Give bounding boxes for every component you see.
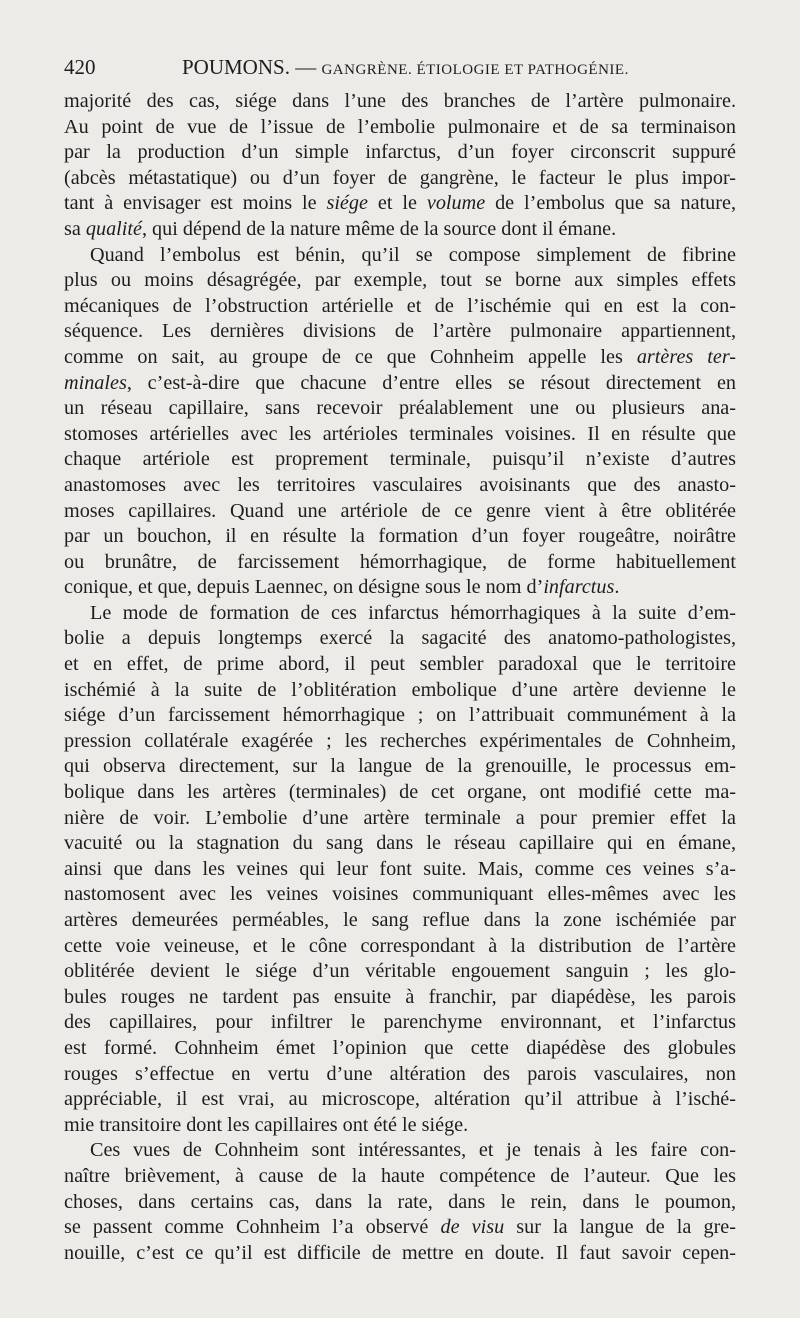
text-segment: plus ou moins désagrégée, par exemple, tout se borne aux simples effets [64, 269, 736, 292]
text-line [64, 575, 736, 601]
text-line [64, 422, 736, 448]
text-line [64, 601, 736, 627]
text-line [64, 1241, 736, 1267]
text-segment: vacuité ou la stagnation du sang dans le réseau capillaire qui en émane, [64, 832, 736, 855]
text-segment: nouille, c’est ce qu’il est difficile de mettre en doute. Il faut savoir cepen- [64, 1241, 736, 1264]
text-segment: tant à envisager est moins le [64, 192, 327, 215]
text-segment: chaque artériole est proprement terminale, puisqu’il n’existe d’autres [64, 448, 736, 471]
text-segment: Ces vues de Cohnheim sont intéressantes, et je tenais à les faire con- [90, 1139, 736, 1162]
text-line [64, 371, 736, 397]
text-segment: appréciable, il est vrai, au microscope, altération qu’il attribue à l’isché- [64, 1088, 736, 1111]
text-segment: est formé. Cohnheim émet l’opinion que cette diapédèse des globules [64, 1036, 736, 1059]
italic-text: infarctus [543, 576, 615, 599]
text-segment: séquence. Les dernières divisions de l’artère pulmonaire appartiennent, [64, 320, 736, 343]
text-segment: comme on sait, au groupe de ce que Cohnheim appelle les [64, 345, 637, 368]
text-segment: sa [64, 217, 86, 240]
text-line [64, 908, 736, 934]
text-segment: et le [367, 192, 427, 215]
text-line [64, 550, 736, 576]
text-segment: oblitérée devient le siége d’un véritable engouement sanguin ; les glo- [64, 960, 736, 983]
text-line [64, 806, 736, 832]
text-segment: mie transitoire dont les capillaires ont été le siége. [64, 1113, 469, 1136]
text-line [64, 447, 736, 473]
text-segment: sur la langue de la gre- [504, 1216, 736, 1239]
text-line [64, 191, 736, 217]
text-segment: naître brièvement, à cause de la haute compétence de l’auteur. Que les [64, 1164, 736, 1187]
text-line [64, 319, 736, 345]
text-line [64, 89, 736, 115]
text-line [64, 1062, 736, 1088]
text-segment: mécaniques de l’obstruction artérielle et de l’ischémie qui en est la con- [64, 294, 736, 317]
text-segment: bolique dans les artères (terminales) de cet organe, ont modifié cette ma- [64, 781, 736, 804]
text-line [64, 217, 736, 243]
text-line [64, 1190, 736, 1216]
text-line [64, 1113, 736, 1139]
text-segment: qui observa directement, sur la langue de la grenouille, le processus em- [64, 755, 736, 778]
italic-text: volume [426, 192, 486, 215]
text-line [64, 499, 736, 525]
text-line [64, 882, 736, 908]
text-segment: se passent comme Cohnheim l’a observé [64, 1216, 441, 1239]
chapter-title: POUMONS. [182, 55, 290, 79]
text-line [64, 1215, 736, 1241]
text-line [64, 985, 736, 1011]
text-line [64, 652, 736, 678]
text-line [64, 626, 736, 652]
text-segment: et en effet, de prime abord, il peut sembler paradoxal que le territoire [64, 653, 736, 676]
text-segment: anastomoses avec les territoires vasculaires avoisinants que des anasto- [64, 473, 736, 496]
body-text [64, 89, 736, 1266]
text-line [64, 1010, 736, 1036]
running-title [182, 52, 629, 85]
text-segment: majorité des cas, siége dans l’une des branches de l’artère pulmonaire. [64, 90, 736, 112]
text-segment: des capillaires, pour infiltrer le parenchyme environnant, et l’infarctus [64, 1011, 736, 1034]
text-line [64, 857, 736, 883]
text-segment: bules rouges ne tardent pas ensuite à franchir, par diapédèse, les parois [64, 985, 736, 1008]
text-segment: nière de voir. L’embolie d’une artère terminale a pour premier effet la [64, 806, 736, 829]
text-line [64, 934, 736, 960]
text-line [64, 678, 736, 704]
text-segment: pression collatérale exagérée ; les recherches expérimentales de Cohnheim, [64, 729, 736, 752]
text-segment: par un bouchon, il en résulte la formation d’un foyer rougeâtre, noirâtre [64, 525, 736, 548]
text-segment: , qui dépend de la nature même de la source dont il émane. [141, 217, 617, 240]
text-segment: artères demeurées perméables, le sang reflue dans la zone ischémiée par [64, 909, 736, 931]
text-line [64, 115, 736, 141]
text-line [64, 1138, 736, 1164]
text-line [64, 396, 736, 422]
italic-text: qualité [85, 217, 142, 240]
text-line [64, 729, 736, 755]
italic-text: artères ter- [636, 345, 737, 368]
text-line [64, 166, 736, 192]
text-segment: moses capillaires. Quand une artériole de ce genre vient à être oblitérée [64, 499, 736, 522]
text-segment: Le mode de formation de ces infarctus hémorrhagiques à la suite d’em- [90, 601, 736, 624]
text-segment: ischémié à la suite de l’oblitération embolique d’une artère devienne le [64, 678, 736, 701]
text-line [64, 345, 736, 371]
title-dash: — [295, 55, 317, 79]
text-line [64, 473, 736, 499]
text-line [64, 780, 736, 806]
text-line [64, 294, 736, 320]
text-segment: un réseau capillaire, sans recevoir préalablement une ou plusieurs ana- [64, 397, 736, 420]
text-line [64, 140, 736, 166]
text-line [64, 243, 736, 269]
italic-text: siége [326, 192, 368, 215]
text-line [64, 703, 736, 729]
italic-text: minales [64, 371, 127, 394]
text-segment: choses, dans certains cas, dans la rate, dans le rein, dans le poumon, [64, 1190, 736, 1213]
running-header [64, 52, 736, 82]
text-line [64, 959, 736, 985]
text-segment: Au point de vue de l’issue de l’embolie pulmonaire et de sa terminaison [64, 115, 736, 138]
text-segment: bolie a depuis longtemps exercé la sagacité des anatomo-pathologistes, [64, 627, 736, 650]
text-segment: nastomosent avec les veines voisines communiquant elles-mêmes avec les [64, 883, 736, 906]
text-segment: Quand l’embolus est bénin, qu’il se compose simplement de fibrine [90, 243, 736, 266]
text-segment: cette voie veineuse, et le cône correspondant à la distribution de l’artère [64, 934, 736, 957]
text-line [64, 754, 736, 780]
text-segment: ainsi que dans les veines qui leur font suite. Mais, comme ces veines s’a- [64, 857, 736, 880]
text-segment: (abcès métastatique) ou d’un foyer de gangrène, le facteur le plus impor- [64, 166, 736, 189]
text-line [64, 1036, 736, 1062]
text-line [64, 524, 736, 550]
text-line [64, 831, 736, 857]
text-segment: , c’est-à-dire que chacune d’entre elles se résout directement en [126, 371, 736, 394]
italic-text: de visu [440, 1216, 505, 1239]
text-line [64, 268, 736, 294]
text-segment: ou brunâtre, de farcissement hémorrhagique, de forme habituellement [64, 550, 736, 573]
text-segment: rouges s’effectue en vertu d’une altération des parois vasculaires, non [64, 1062, 736, 1085]
text-segment: de l’embolus que sa nature, [485, 192, 737, 215]
text-line [64, 1087, 736, 1113]
section-subtitle: GANGRÈNE. ÉTIOLOGIE ET PATHOGÉNIE. [321, 62, 629, 78]
text-segment: stomoses artérielles avec les artérioles terminales voisines. Il en résulte que [64, 422, 736, 445]
text-line [64, 1164, 736, 1190]
text-segment: par la production d’un simple infarctus, d’un foyer circonscrit suppuré [64, 141, 736, 164]
page-number: 420 [64, 55, 96, 79]
text-segment: siége d’un farcissement hémorrhagique ; on l’attribuait communément à la [64, 704, 736, 727]
text-segment: conique, et que, depuis Laennec, on désigne sous le nom d’ [64, 576, 544, 599]
text-segment: . [614, 576, 620, 599]
